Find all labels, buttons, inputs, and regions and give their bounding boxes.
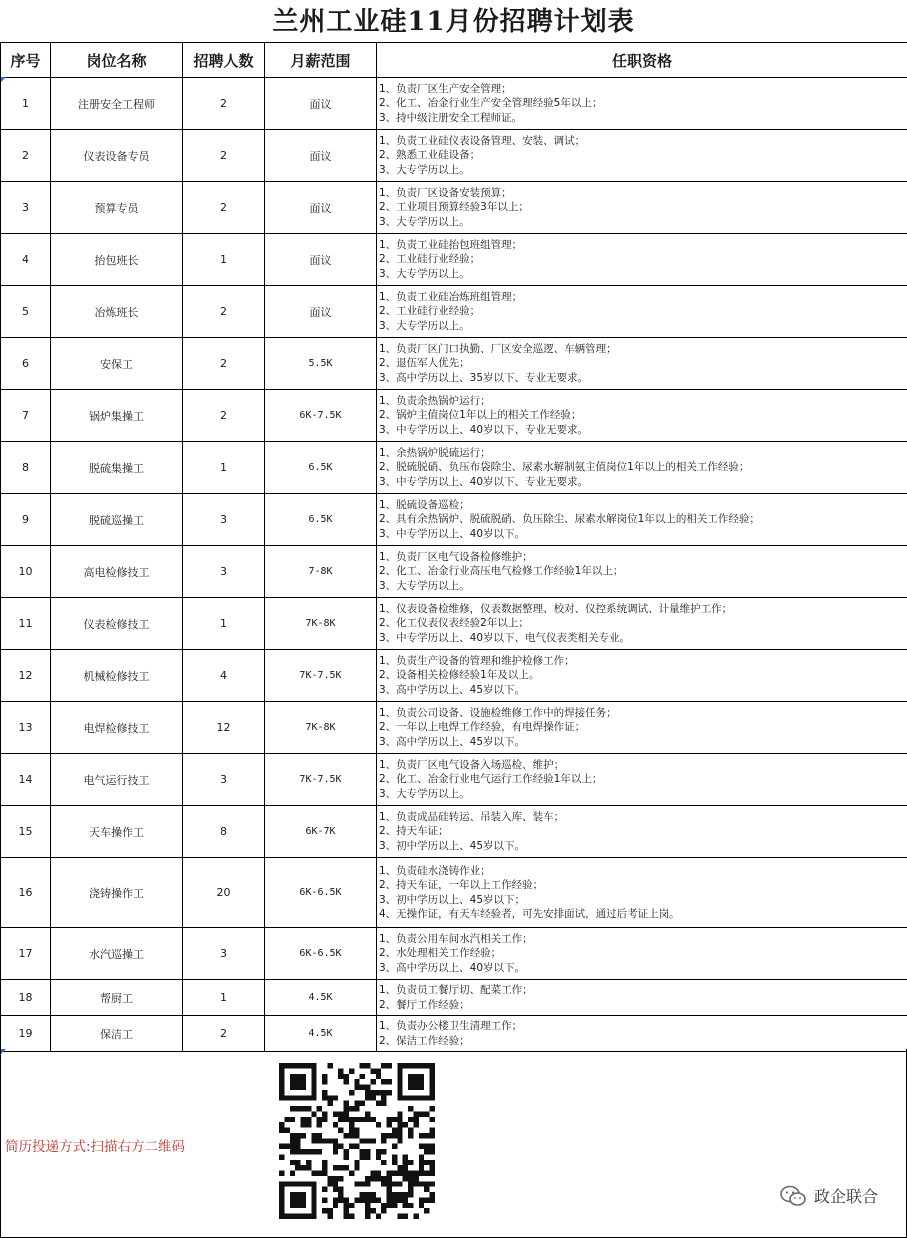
salary-range: 6K-7K bbox=[265, 806, 377, 858]
position-name: 仪表设备专员 bbox=[51, 130, 183, 182]
hire-count: 2 bbox=[183, 1016, 265, 1052]
hire-count: 2 bbox=[183, 338, 265, 390]
requirements-cell bbox=[377, 546, 907, 598]
row-number: 1 bbox=[1, 78, 51, 130]
qr-code-icon[interactable] bbox=[279, 1063, 435, 1219]
requirement-line: 3、大专学历以上。 bbox=[379, 787, 470, 800]
hire-count: 20 bbox=[183, 858, 265, 928]
position-name: 帮厨工 bbox=[51, 980, 183, 1016]
hire-count: 1 bbox=[183, 234, 265, 286]
header-position: 岗位名称 bbox=[51, 43, 183, 78]
wechat-icon bbox=[780, 1185, 806, 1207]
requirement-line: 4、无操作证，有天车经验者，可先安排面试，通过后考证上岗。 bbox=[379, 908, 680, 920]
table-row bbox=[1, 598, 907, 650]
table-row bbox=[1, 182, 907, 234]
requirement-line: 3、持中级注册安全工程师证。 bbox=[379, 111, 523, 124]
requirement-line: 1、负责成品硅转运、吊装入库、装车； bbox=[379, 810, 565, 823]
table-row bbox=[1, 650, 907, 702]
header-count: 招聘人数 bbox=[183, 43, 265, 78]
hire-count: 3 bbox=[183, 928, 265, 980]
table-row bbox=[1, 338, 907, 390]
requirements-cell bbox=[377, 442, 907, 494]
requirement-line: 1、仪表设备检维修，仪表数据整理、校对、仪控系统调试、计量维护工作； bbox=[379, 602, 733, 615]
position-name: 脱硫巡操工 bbox=[51, 494, 183, 546]
row-number: 8 bbox=[1, 442, 51, 494]
table-row bbox=[1, 442, 907, 494]
brand-name: 政企联合 bbox=[813, 1187, 878, 1206]
hire-count: 2 bbox=[183, 130, 265, 182]
header-no: 序号 bbox=[1, 43, 51, 78]
position-name: 水汽巡操工 bbox=[51, 928, 183, 980]
row-number: 17 bbox=[1, 928, 51, 980]
requirement-line: 2、化工、冶金行业高压电气检修工作经验1年以上； bbox=[379, 565, 624, 578]
row-number: 9 bbox=[1, 494, 51, 546]
brand-watermark bbox=[780, 1184, 878, 1207]
requirement-line: 1、负责生产设备的管理和维护检修工作； bbox=[379, 654, 575, 667]
row-number: 3 bbox=[1, 182, 51, 234]
requirement-line: 3、初中学历以上、45岁以下。 bbox=[379, 839, 526, 852]
requirement-line: 1、负责公用车间水汽相关工作； bbox=[379, 932, 533, 945]
position-name: 高电检修技工 bbox=[51, 546, 183, 598]
row-number: 12 bbox=[1, 650, 51, 702]
requirement-line: 1、负责厂区生产安全管理； bbox=[379, 82, 512, 95]
requirement-line: 2、设备相关检修经验1年及以上。 bbox=[379, 669, 540, 682]
requirement-line: 2、工业项目预算经验3年以上； bbox=[379, 201, 529, 214]
requirements-cell bbox=[377, 858, 907, 928]
salary-range: 7-8K bbox=[265, 546, 377, 598]
requirement-line: 2、锅炉主值岗位1年以上的相关工作经验； bbox=[379, 409, 582, 422]
salary-range: 面议 bbox=[265, 234, 377, 286]
hire-count: 12 bbox=[183, 702, 265, 754]
requirement-line: 1、负责硅水浇铸作业； bbox=[379, 864, 491, 877]
requirements-cell bbox=[377, 754, 907, 806]
hire-count: 4 bbox=[183, 650, 265, 702]
requirement-line: 1、负责工业硅冶炼班组管理； bbox=[379, 290, 523, 303]
requirement-line: 3、高中学历以上、45岁以下。 bbox=[379, 683, 526, 696]
position-name: 注册安全工程师 bbox=[51, 78, 183, 130]
salary-range: 6K-6.5K bbox=[265, 928, 377, 980]
requirement-line: 2、熟悉工业硅设备； bbox=[379, 149, 481, 162]
table-row bbox=[1, 390, 907, 442]
salary-range: 6.5K bbox=[265, 442, 377, 494]
salary-range: 6K-6.5K bbox=[265, 858, 377, 928]
hire-count: 2 bbox=[183, 390, 265, 442]
requirement-line: 1、负责厂区电气设备检修维护； bbox=[379, 550, 533, 563]
requirement-line: 2、持天车证； bbox=[379, 825, 449, 838]
requirement-line: 1、负责工业硅仪表设备管理、安装、调试； bbox=[379, 134, 586, 147]
row-number: 11 bbox=[1, 598, 51, 650]
position-name: 锅炉集操工 bbox=[51, 390, 183, 442]
requirements-cell bbox=[377, 78, 907, 130]
position-name: 机械检修技工 bbox=[51, 650, 183, 702]
salary-range: 7K-8K bbox=[265, 598, 377, 650]
position-name: 保洁工 bbox=[51, 1016, 183, 1052]
table-row bbox=[1, 702, 907, 754]
table-row bbox=[1, 234, 907, 286]
hire-count: 2 bbox=[183, 286, 265, 338]
hire-count: 2 bbox=[183, 182, 265, 234]
requirement-line: 3、中专学历以上、40岁以下。 bbox=[379, 527, 526, 540]
row-number: 14 bbox=[1, 754, 51, 806]
position-name: 浇铸操作工 bbox=[51, 858, 183, 928]
table-row bbox=[1, 806, 907, 858]
hire-count: 3 bbox=[183, 754, 265, 806]
salary-range: 4.5K bbox=[265, 1016, 377, 1052]
requirements-cell bbox=[377, 338, 907, 390]
salary-range: 6K-7.5K bbox=[265, 390, 377, 442]
requirement-line: 1、负责余热锅炉运行； bbox=[379, 394, 491, 407]
row-number: 13 bbox=[1, 702, 51, 754]
requirement-line: 1、脱硫设备巡检； bbox=[379, 498, 470, 511]
requirements-cell bbox=[377, 1016, 907, 1052]
requirements-cell bbox=[377, 130, 907, 182]
header-requirements: 任职资格 bbox=[377, 43, 907, 78]
hire-count: 1 bbox=[183, 442, 265, 494]
table-row bbox=[1, 1016, 907, 1052]
position-name: 抬包班长 bbox=[51, 234, 183, 286]
cell-marker-icon bbox=[1, 77, 6, 82]
hire-count: 8 bbox=[183, 806, 265, 858]
requirement-line: 1、负责厂区门口执勤、厂区安全巡逻、车辆管理； bbox=[379, 342, 617, 355]
requirements-cell bbox=[377, 390, 907, 442]
requirement-line: 2、工业硅行业经验； bbox=[379, 253, 481, 266]
requirement-line: 3、大专学历以上。 bbox=[379, 163, 470, 176]
table-header-row bbox=[1, 43, 907, 78]
position-name: 仪表检修技工 bbox=[51, 598, 183, 650]
table-row bbox=[1, 130, 907, 182]
requirement-line: 2、化工、冶金行业电气运行工作经验1年以上； bbox=[379, 773, 603, 786]
row-number: 7 bbox=[1, 390, 51, 442]
requirement-line: 1、负责公司设备、设施检维修工作中的焊接任务； bbox=[379, 706, 617, 719]
row-number: 15 bbox=[1, 806, 51, 858]
hire-count: 3 bbox=[183, 494, 265, 546]
requirements-cell bbox=[377, 234, 907, 286]
row-number: 4 bbox=[1, 234, 51, 286]
requirement-line: 3、高中学历以上、45岁以下。 bbox=[379, 735, 526, 748]
row-number: 6 bbox=[1, 338, 51, 390]
hire-count: 3 bbox=[183, 546, 265, 598]
requirement-line: 3、大专学历以上。 bbox=[379, 319, 470, 332]
position-name: 安保工 bbox=[51, 338, 183, 390]
requirement-line: 3、初中学历以上、45岁以下； bbox=[379, 893, 526, 906]
requirements-cell bbox=[377, 806, 907, 858]
table-row bbox=[1, 858, 907, 928]
salary-range: 面议 bbox=[265, 78, 377, 130]
requirement-line: 1、负责厂区电气设备入场巡检、维护； bbox=[379, 758, 565, 771]
footer-section bbox=[0, 1049, 907, 1238]
row-number: 18 bbox=[1, 980, 51, 1016]
requirement-line: 2、餐厅工作经验； bbox=[379, 998, 470, 1011]
row-number: 10 bbox=[1, 546, 51, 598]
requirement-line: 2、脱硫脱硝、负压布袋除尘、尿素水解制氨主值岗位1年以上的相关工作经验； bbox=[379, 461, 750, 474]
requirement-line: 1、负责员工餐厅切、配菜工作； bbox=[379, 984, 533, 996]
table-row bbox=[1, 754, 907, 806]
requirement-line: 2、水处理相关工作经验； bbox=[379, 947, 502, 960]
hire-count: 2 bbox=[183, 78, 265, 130]
requirements-cell bbox=[377, 598, 907, 650]
requirement-line: 2、保洁工作经验； bbox=[379, 1034, 470, 1047]
position-name: 脱硫集操工 bbox=[51, 442, 183, 494]
requirements-cell bbox=[377, 494, 907, 546]
page-title: 兰州工业硅11月份招聘计划表 bbox=[0, 0, 907, 43]
requirement-line: 1、负责工业硅抬包班组管理； bbox=[379, 238, 523, 251]
requirement-line: 3、大专学历以上。 bbox=[379, 267, 470, 280]
requirement-line: 3、大专学历以上。 bbox=[379, 215, 470, 228]
requirements-cell bbox=[377, 286, 907, 338]
requirements-cell bbox=[377, 980, 907, 1016]
requirement-line: 3、中专学历以上、40岁以下、电气仪表类相关专业。 bbox=[379, 631, 631, 644]
position-name: 预算专员 bbox=[51, 182, 183, 234]
position-name: 电气运行技工 bbox=[51, 754, 183, 806]
salary-range: 面议 bbox=[265, 182, 377, 234]
position-name: 天车操作工 bbox=[51, 806, 183, 858]
row-number: 2 bbox=[1, 130, 51, 182]
hire-count: 1 bbox=[183, 598, 265, 650]
requirement-line: 1、负责办公楼卫生清理工作； bbox=[379, 1020, 523, 1032]
salary-range: 7K-8K bbox=[265, 702, 377, 754]
requirement-line: 2、工业硅行业经验； bbox=[379, 305, 481, 318]
requirement-line: 2、退伍军人优先； bbox=[379, 357, 470, 370]
requirement-line: 3、大专学历以上。 bbox=[379, 579, 470, 592]
table-row bbox=[1, 286, 907, 338]
requirement-line: 3、中专学历以上、40岁以下、专业无要求。 bbox=[379, 423, 589, 436]
row-number: 5 bbox=[1, 286, 51, 338]
salary-range: 面议 bbox=[265, 130, 377, 182]
table-row bbox=[1, 546, 907, 598]
requirements-cell bbox=[377, 928, 907, 980]
requirements-cell bbox=[377, 182, 907, 234]
recruitment-table bbox=[0, 42, 907, 1052]
requirement-line: 3、高中学历以上、40岁以下。 bbox=[379, 961, 526, 974]
table-row bbox=[1, 494, 907, 546]
requirements-cell bbox=[377, 650, 907, 702]
requirement-line: 2、持天车证，一年以上工作经验； bbox=[379, 879, 544, 891]
requirement-line: 2、一年以上电焊工作经验，有电焊操作证； bbox=[379, 721, 586, 734]
table-row bbox=[1, 928, 907, 980]
row-number: 19 bbox=[1, 1016, 51, 1052]
table-row bbox=[1, 78, 907, 130]
requirement-line: 2、具有余热锅炉、脱硫脱硝、负压除尘、尿素水解岗位1年以上的相关工作经验； bbox=[379, 513, 760, 526]
salary-range: 7K-7.5K bbox=[265, 650, 377, 702]
table-row bbox=[1, 980, 907, 1016]
requirement-line: 2、化工、冶金行业生产安全管理经验5年以上； bbox=[379, 97, 603, 110]
salary-range: 4.5K bbox=[265, 980, 377, 1016]
salary-range: 5.5K bbox=[265, 338, 377, 390]
position-name: 电焊检修技工 bbox=[51, 702, 183, 754]
requirement-line: 2、化工仪表仪表经验2年以上； bbox=[379, 617, 529, 630]
requirements-cell bbox=[377, 702, 907, 754]
salary-range: 6.5K bbox=[265, 494, 377, 546]
apply-instruction: 简历投递方式:扫描右方二维码 bbox=[5, 1139, 186, 1155]
salary-range: 7K-7.5K bbox=[265, 754, 377, 806]
position-name: 冶炼班长 bbox=[51, 286, 183, 338]
salary-range: 面议 bbox=[265, 286, 377, 338]
hire-count: 1 bbox=[183, 980, 265, 1016]
header-salary: 月薪范围 bbox=[265, 43, 377, 78]
table-body bbox=[1, 78, 907, 1052]
requirement-line: 1、余热锅炉脱硫运行； bbox=[379, 446, 491, 459]
requirement-line: 3、中专学历以上、40岁以下、专业无要求。 bbox=[379, 475, 589, 488]
row-number: 16 bbox=[1, 858, 51, 928]
requirement-line: 3、高中学历以上、35岁以下、专业无要求。 bbox=[379, 371, 589, 384]
requirement-line: 1、负责厂区设备安装预算； bbox=[379, 186, 512, 199]
